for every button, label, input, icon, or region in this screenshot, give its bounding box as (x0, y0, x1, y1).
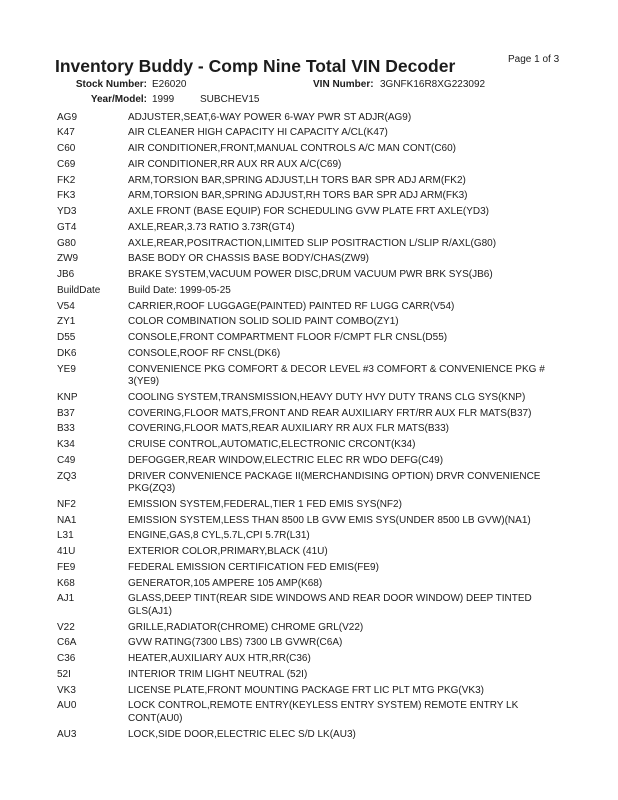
option-code: K68 (57, 577, 75, 589)
option-code: AJ1 (57, 593, 75, 605)
option-code: B33 (57, 423, 75, 435)
option-code: C69 (57, 158, 76, 170)
option-description: ADJUSTER,SEAT,6-WAY POWER 6-WAY PWR ST ADJR(AG9) (128, 111, 412, 123)
option-row (57, 576, 558, 592)
option-code: DK6 (57, 347, 77, 359)
option-code: C6A (57, 637, 77, 649)
option-description: DRIVER CONVENIENCE PACKAGE II(MERCHANDISING OPTION) DRVR CONVENIENCE PKG(ZQ3) (128, 470, 541, 495)
option-description: AIR CONDITIONER,FRONT,MANUAL CONTROLS A/C MAN CONT(C60) (128, 143, 456, 155)
option-description: AXLE,REAR,3.73 RATIO 3.73R(GT4) (128, 221, 295, 233)
option-description: GRILLE,RADIATOR(CHROME) CHROME GRL(V22) (128, 621, 364, 633)
option-code: ZY1 (57, 316, 76, 328)
model-value: SUBCHEV15 (200, 94, 260, 105)
option-description: ENGINE,GAS,8 CYL,5.7L,CPI 5.7R(L31) (128, 530, 310, 542)
option-row (57, 469, 558, 497)
option-code: ZW9 (57, 253, 79, 265)
option-row (57, 173, 558, 189)
option-description: COVERING,FLOOR MATS,FRONT AND REAR AUXILIARY FRT/RR AUX FLR MATS(B37) (128, 407, 532, 419)
option-description: GLASS,DEEP TINT(REAR SIDE WINDOWS AND REAR DOOR WINDOW) DEEP TINTED GLS(AJ1) (128, 593, 532, 617)
option-row (57, 620, 558, 636)
option-row (57, 126, 558, 142)
option-row (57, 236, 558, 252)
year-model-label: Year/Model: (90, 94, 147, 105)
option-row (57, 205, 558, 221)
option-code: V54 (57, 300, 75, 312)
option-code: FK2 (57, 174, 76, 186)
option-description: EMISSION SYSTEM,LESS THAN 8500 LB GVW EMIS SYS(UNDER 8500 LB GVW)(NA1) (128, 514, 531, 526)
option-code: FK3 (57, 190, 76, 202)
option-description: DEFOGGER,REAR WINDOW,ELECTRIC ELEC RR WDO DEFG(C49) (128, 454, 444, 466)
option-description: FEDERAL EMISSION CERTIFICATION FED EMIS(FE9) (128, 561, 379, 573)
stock-number-value: E26020 (152, 79, 187, 90)
option-description: ARM,TORSION BAR,SPRING ADJUST,RH TORS BAR SPR ADJ ARM(FK3) (128, 190, 468, 202)
option-code: 41U (57, 546, 76, 558)
option-description: CONSOLE,FRONT COMPARTMENT FLOOR F/CMPT FLR CNSL(D55) (128, 332, 448, 344)
option-row (57, 362, 558, 390)
option-list (57, 110, 558, 743)
option-code: C49 (57, 454, 76, 466)
option-description: CRUISE CONTROL,AUTOMATIC,ELECTRONIC CRCONT(K34) (128, 439, 416, 451)
stock-number-label: Stock Number: (75, 79, 147, 90)
option-code: AU0 (57, 700, 77, 712)
option-row (57, 699, 558, 727)
option-row (57, 157, 558, 173)
option-description: CARRIER,ROOF LUGGAGE(PAINTED) PAINTED RF LUGG CARR(V54) (128, 300, 455, 312)
option-description: EXTERIOR COLOR,PRIMARY,BLACK (41U) (128, 546, 328, 558)
option-row (57, 667, 558, 683)
option-code: GT4 (57, 221, 77, 233)
option-row (57, 142, 558, 158)
option-code: BuildDate (57, 284, 101, 296)
option-code: NA1 (57, 514, 77, 526)
option-description: GENERATOR,105 AMPERE 105 AMP(K68) (128, 577, 323, 589)
option-description: ARM,TORSION BAR,SPRING ADJUST,LH TORS BAR SPR ADJ ARM(FK2) (128, 174, 466, 186)
option-code: JB6 (57, 269, 75, 281)
option-code: B37 (57, 407, 75, 419)
option-description: INTERIOR TRIM LIGHT NEUTRAL (52I) (128, 668, 308, 680)
option-code: C60 (57, 143, 76, 155)
option-description: COOLING SYSTEM,TRANSMISSION,HEAVY DUTY HVY DUTY TRANS CLG SYS(KNP) (128, 391, 526, 403)
page-number: Page 1 of 3 (508, 54, 560, 65)
option-code: K47 (57, 127, 75, 139)
option-code: FE9 (57, 561, 76, 573)
option-description: COLOR COMBINATION SOLID SOLID PAINT COMBO(ZY1) (128, 316, 399, 328)
option-description: COVERING,FLOOR MATS,REAR AUXILIARY RR AUX FLR MATS(B33) (128, 423, 449, 435)
option-description: GVW RATING(7300 LBS) 7300 LB GVWR(C6A) (128, 637, 343, 649)
option-row (57, 652, 558, 668)
option-description: CONSOLE,ROOF RF CNSL(DK6) (128, 347, 281, 359)
option-row (57, 390, 558, 406)
option-row (57, 252, 558, 268)
option-row (57, 346, 558, 362)
option-description: LICENSE PLATE,FRONT MOUNTING PACKAGE FRT LIC PLT MTG PKG(VK3) (128, 684, 484, 696)
option-description: EMISSION SYSTEM,FEDERAL,TIER 1 FED EMIS SYS(NF2) (128, 498, 402, 510)
option-code: AG9 (57, 111, 78, 123)
option-code: ZQ3 (57, 470, 77, 482)
year-value: 1999 (152, 94, 175, 105)
option-description: LOCK,SIDE DOOR,ELECTRIC ELEC S/D LK(AU3) (128, 728, 356, 740)
option-row (57, 592, 558, 620)
vin-number-label: VIN Number: (313, 79, 374, 90)
option-code: C36 (57, 653, 76, 665)
option-description: HEATER,AUXILIARY AUX HTR,RR(C36) (128, 653, 311, 665)
option-row (57, 299, 558, 315)
option-row (57, 545, 558, 561)
page-title: Inventory Buddy - Comp Nine Total VIN Decoder (55, 56, 456, 76)
option-code: D55 (57, 332, 76, 344)
option-row (57, 453, 558, 469)
option-row (57, 331, 558, 347)
option-row (57, 315, 558, 331)
option-code: YE9 (57, 363, 76, 375)
option-row (57, 529, 558, 545)
option-code: G80 (57, 237, 76, 249)
option-description: LOCK CONTROL,REMOTE ENTRY(KEYLESS ENTRY SYSTEM) REMOTE ENTRY LK CONT(AU0) (128, 700, 519, 724)
option-code: V22 (57, 621, 75, 633)
option-code: KNP (57, 391, 78, 403)
option-row (57, 560, 558, 576)
option-row (57, 268, 558, 284)
option-row (57, 406, 558, 422)
option-code: K34 (57, 439, 75, 451)
option-code: L31 (57, 530, 74, 542)
option-description: AXLE,REAR,POSITRACTION,LIMITED SLIP POSITRACTION L/SLIP R/AXL(G80) (128, 237, 497, 249)
option-description: AIR CLEANER HIGH CAPACITY HI CAPACITY A/CL(K47) (128, 127, 388, 139)
option-code: YD3 (57, 206, 77, 218)
option-description: CONVENIENCE PKG COMFORT & DECOR LEVEL #3 COMFORT & CONVENIENCE PKG # 3(YE9) (128, 363, 545, 388)
option-code: VK3 (57, 684, 76, 696)
option-row (57, 636, 558, 652)
option-description: AXLE FRONT (BASE EQUIP) FOR SCHEDULING GVW PLATE FRT AXLE(YD3) (128, 206, 490, 218)
option-row (57, 683, 558, 699)
option-row (57, 438, 558, 454)
option-row (57, 513, 558, 529)
option-code: NF2 (57, 498, 76, 510)
option-row (57, 283, 558, 299)
option-description: Build Date: 1999-05-25 (128, 284, 231, 296)
option-description: BRAKE SYSTEM,VACUUM POWER DISC,DRUM VACUUM PWR BRK SYS(JB6) (128, 269, 493, 281)
option-description: BASE BODY OR CHASSIS BASE BODY/CHAS(ZW9) (128, 253, 369, 265)
option-row (57, 220, 558, 236)
option-row (57, 110, 558, 126)
vin-number-value: 3GNFK16R8XG223092 (380, 79, 486, 90)
option-code: AU3 (57, 728, 77, 740)
option-code: 52I (57, 668, 71, 680)
option-row (57, 727, 558, 743)
option-row (57, 422, 558, 438)
option-description: AIR CONDITIONER,RR AUX RR AUX A/C(C69) (128, 158, 342, 170)
option-row (57, 189, 558, 205)
option-row (57, 497, 558, 513)
